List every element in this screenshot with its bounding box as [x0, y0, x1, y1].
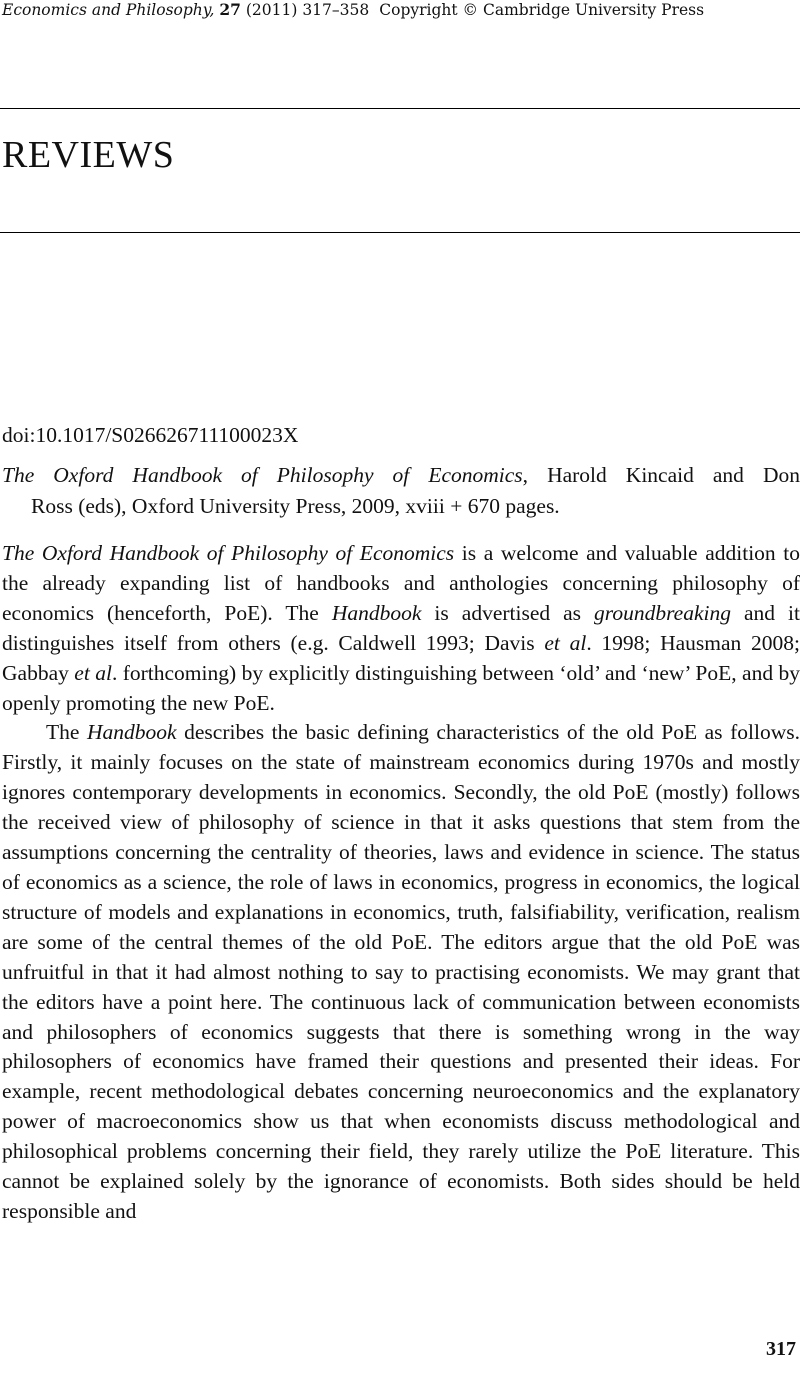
review-body [2, 539, 800, 1227]
text-span: . 1998; Hausman 2008; Gabbay [2, 630, 800, 685]
year-pages: (2011) 317–358 [240, 1, 370, 19]
paragraph-2 [2, 718, 800, 1226]
handbook-italic: Handbook [86, 720, 177, 745]
book-title-italic: The Oxford Handbook of Philosophy of Economics [2, 541, 455, 565]
text-span: is a welcome and valuable addition to the already expanding list of handbooks and anthologies concerning philosophy of economics (henceforth, PoE). The [2, 541, 800, 625]
doi: doi:10.1017/S026626711100023X [2, 423, 299, 447]
text-span: The [46, 720, 87, 745]
volume-separator: , [209, 1, 220, 19]
copyright-notice: Copyright © Cambridge University Press [379, 1, 705, 19]
page-number: 317 [766, 1338, 796, 1360]
running-head [2, 0, 704, 19]
paragraph-1 [2, 539, 800, 718]
section-title: REVIEWS [2, 134, 175, 176]
top-rule [0, 108, 800, 109]
book-reference [2, 460, 800, 522]
journal-name: Economics and Philosophy [2, 1, 210, 19]
et-al-italic: et al [544, 630, 587, 655]
text-span: describes the basic defining characteristics of the old PoE as follows. Firstly, it mainly focuses on the state of mainstream economics during 1970s and mostly ignores contemporary developments in economics. Secondly, the old PoE (mostly) follows the received view of philosophy of science in that it asks questions that stem from the assumptions concerning the centrality of theories, laws and evidence in science. The status of economics as a science, the role of laws in economics, progress in economics, the logical structure of models and explanations in economics, truth, falsifiability, verification, realism are some of the central themes of the old PoE. The editors argue that the old PoE was unfruitful in that it had almost nothing to say to practising economists. We may grant that the editors have a point here. The continuous lack of communication between economists and philosophers of economics suggests that there is something wrong in the way philosophers of economics have framed their questions and presented their ideas. For example, recent methodological debates concerning neuroeconomics and the explanatory power of macroeconomics show us that when economists discuss methodological and philosophical problems concerning their field, they rarely utilize the PoE literature. This cannot be explained solely by the ignorance of economists. Both sides should be held responsible and [2, 720, 800, 1223]
reference-book-title: The Oxford Handbook of Philosophy of Economics [2, 463, 523, 487]
reference-line-1 [2, 460, 800, 491]
reference-editors: , Harold Kincaid and Don [522, 463, 800, 487]
text-span: . forthcoming) by explicitly distinguishing between ‘old’ and ‘new’ PoE, and by openly promoting the new PoE. [2, 660, 800, 715]
et-al-italic: et al [74, 660, 112, 685]
reference-line-2: Ross (eds), Oxford University Press, 2009, xviii + 670 pages. [31, 494, 560, 518]
groundbreaking-italic: groundbreaking [594, 600, 731, 625]
handbook-italic: Handbook [331, 600, 422, 625]
volume-number: 27 [219, 0, 241, 19]
bottom-rule [0, 232, 800, 233]
text-span: and it distinguishes itself from others (e.g. Caldwell 1993; Davis [2, 600, 800, 655]
text-span: is advertised as [421, 600, 595, 625]
